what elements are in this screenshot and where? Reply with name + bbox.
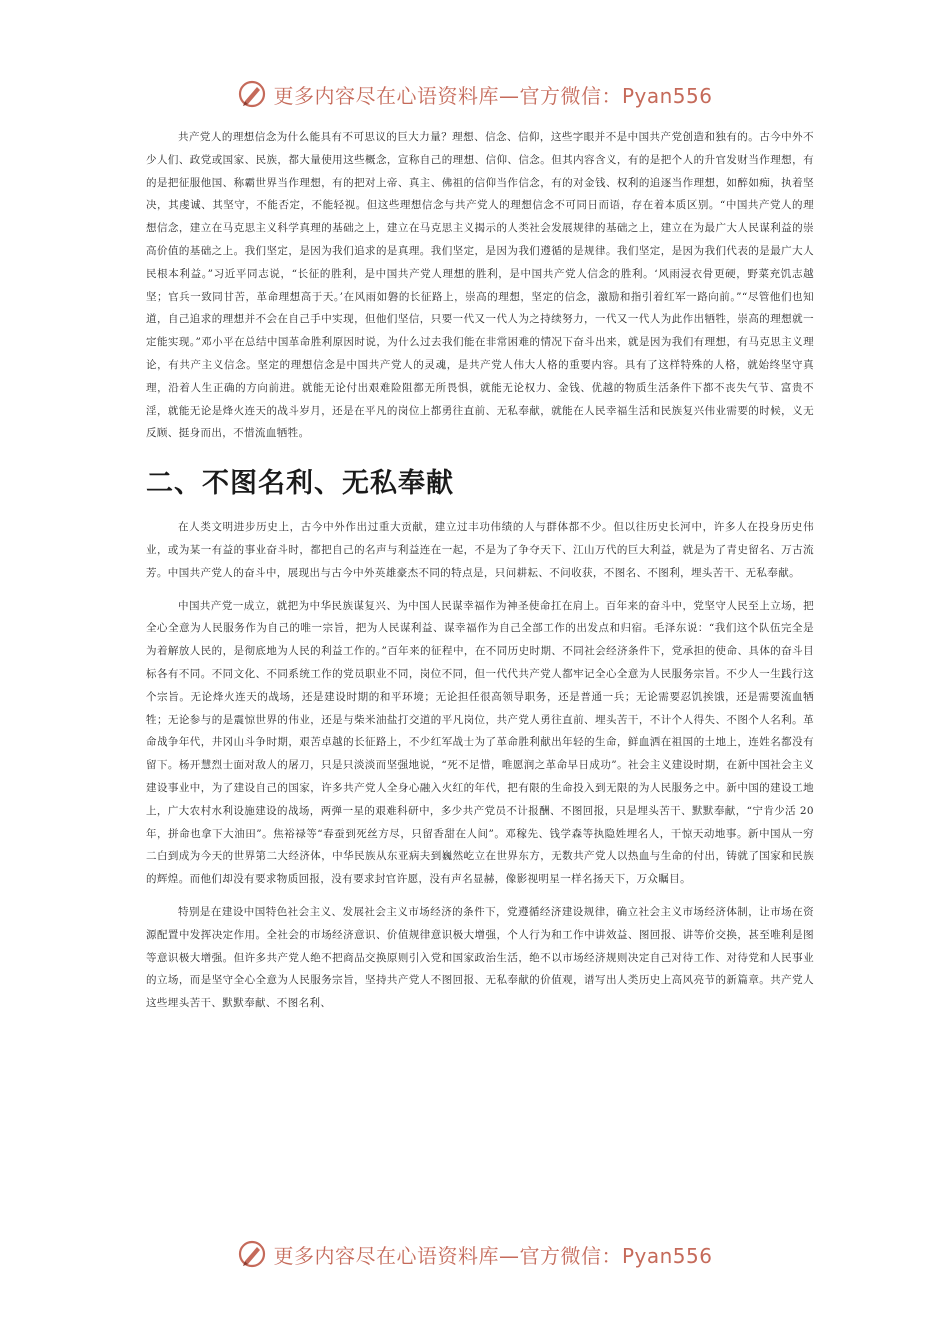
header-watermark-banner bbox=[0, 72, 950, 116]
body-paragraph-1: 在人类文明进步历史上，古今中外作出过重大贡献，建立过丰功伟绩的人与群体都不少。但以往历史长河中，许多人在投身历史伟业，或为某一有益的事业奋斗时，都把自己的名声与利益连在一起，不是为了争夺天下、江山万代的巨大利益，就是为了青史留名、万古流芳。中国共产党人的奋斗中，展现出与古今中外英雄豪杰不同的特点是，只问耕耘、不问收获，不图名、不图利，埋头苦干、无私奉献。 bbox=[146, 521, 814, 579]
pen-logo-icon bbox=[237, 1239, 267, 1269]
section-heading: 二、不图名利、无私奉献 bbox=[146, 468, 454, 500]
body-paragraph-2: 中国共产党一成立，就把为中华民族谋复兴、为中国人民谋幸福作为神圣使命扛在肩上。百年来的奋斗中，党坚守人民至上立场，把全心全意为人民服务作为自己的唯一宗旨，把为人民谋利益、谋幸福作为自己全部工作的出发点和归宿。毛泽东说：“我们这个队伍完全是为着解放人民的，是彻底地为人民的利益工作的。”百年来的征程中，在不同历史时期、不同社会经济条件下，党承担的使命、具体的奋斗目标各有不同。不同文化、不同系统工作的党员职业不同，岗位不同，但一代代共产党人都牢记全心全意为人民服务宗旨。不少人一生践行这个宗旨。无论烽火连天的战场，还是建设时期的和平环境；无论担任很高领导职务，还是普通一兵；无论需要忍饥挨饿，还是需要流血牺牲；无论参与的是震惊世界的伟业，还是与柴米油盐打交道的平凡岗位，共产党人勇往直前、埋头苦干，不计个人得失、不图个人名利。革命战争年代，井冈山斗争时期，艰苦卓越的长征路上，不少红军战士为了革命胜利献出年轻的生命，鲜血洒在祖国的土地上，连姓名都没有留下。杨开慧烈士面对敌人的屠刀，只是只淡淡而坚强地说，“死不足惜，唯愿润之革命早日成功”。社会主义建设时期，在新中国社会主义建设事业中，为了建设自己的国家，许多共产党人全身心融入火红的年代，把有限的生命投入到无限的为人民服务之中。新中国的建设工地上，广大农村水利设施建设的战场，两弹一星的艰难科研中，多少共产党员不计报酬、不图回报，只是埋头苦干、默默奉献，“宁肯少活 20 年，拼命也拿下大油田”。焦裕禄等“春蚕到死丝方尽，只留香甜在人间”。邓稼先、钱学森等执隐姓埋名人，干惊天动地事。新中国从一穷二白到成为今天的世界第二大经济体，中华民族从东亚病夫到巍然屹立在世界东方，无数共产党人以热血与生命的付出，铸就了国家和民族的辉煌。而他们却没有要求物质回报，没有要求封官许愿，没有声名显赫，像影视明星一样名扬天下，万众瞩目。 bbox=[146, 599, 814, 886]
header-watermark-text: 更多内容尽在心语资料库—官方微信：Pyan556 bbox=[273, 83, 713, 108]
footer-watermark-banner bbox=[0, 1232, 950, 1276]
footer-watermark-text: 更多内容尽在心语资料库—官方微信：Pyan556 bbox=[273, 1243, 713, 1268]
document-body bbox=[146, 126, 814, 1025]
intro-paragraph: 共产党人的理想信念为什么能具有不可思议的巨大力量？理想、信念、信仰，这些字眼并不是中国共产党创造和独有的。古今中外不少人们、政党或国家、民族，都大量使用这些概念，宣称自己的理想、信仰、信念。但其内容含义，有的是把个人的升官发财当作理想，有的是把征服他国、称霸世界当作理想，有的把对上帝、真主、佛祖的信仰当作信念，有的对金钱、权利的追逐当作理想，如醉如痴，执着坚决，其虔诚、其坚守，不能否定，不能轻视。但这些理想信念与共产党人的理想信念不可同日而语，存在着本质区别。“中国共产党人的理想信念，建立在马克思主义科学真理的基础之上，建立在马克思主义揭示的人类社会发展规律的基础之上，建立在为最广大人民谋利益的崇高价值的基础之上。我们坚定，是因为我们追求的是真理。我们坚定，是因为我们遵循的是规律。我们坚定，是因为我们代表的是最广大人民根本利益。”习近平同志说，“长征的胜利，是中国共产党人理想的胜利，是中国共产党人信念的胜利。‘风雨浸衣骨更硬，野菜充饥志越坚；官兵一致同甘苦，革命理想高于天。’在风雨如磐的长征路上，崇高的理想，坚定的信念，激励和指引着红军一路向前。”“尽管他们也知道，自己追求的理想并不会在自己手中实现，但他们坚信，只要一代又一代人为之持续努力，一代又一代人为此作出牺牲，崇高的理想就一定能实现。”邓小平在总结中国革命胜利原因时说，为什么过去我们能在非常困难的情况下奋斗出来，就是因为我们有理想，有马克思主义理论，有共产主义信念。坚定的理想信念是中国共产党人的灵魂，是共产党人伟大人格的重要内容。具有了这样特殊的人格，就始终坚守真理，沿着人生正确的方向前进。就能无论付出艰难险阻都无所畏惧，就能无论权力、金钱、优越的物质生活条件下都不丧失气节、富贵不淫，就能无论是烽火连天的战斗岁月，还是在平凡的岗位上都勇往直前、无私奉献，就能在人民幸福生活和民族复兴伟业需要的时候，义无反顾、挺身而出，不惜流血牺牲。 bbox=[146, 131, 814, 440]
pen-logo-icon bbox=[237, 79, 267, 109]
body-paragraph-3: 特别是在建设中国特色社会主义、发展社会主义市场经济的条件下，党遵循经济建设规律，确立社会主义市场经济体制，让市场在资源配置中发挥决定作用。全社会的市场经济意识、价值规律意识极大增强，个人行为和工作中讲效益、图回报、讲等价交换，甚至唯利是图等意识极大增强。但许多共产党人绝不把商品交换原则引入党和国家政治生活，绝不以市场经济规则决定自己对待工作、对待党和人民事业的立场，而是坚守全心全意为人民服务宗旨，坚持共产党人不图回报、无私奉献的价值观，谱写出人类历史上高风亮节的新篇章。共产党人这些埋头苦干、默默奉献、不图名利、 bbox=[146, 905, 814, 1010]
